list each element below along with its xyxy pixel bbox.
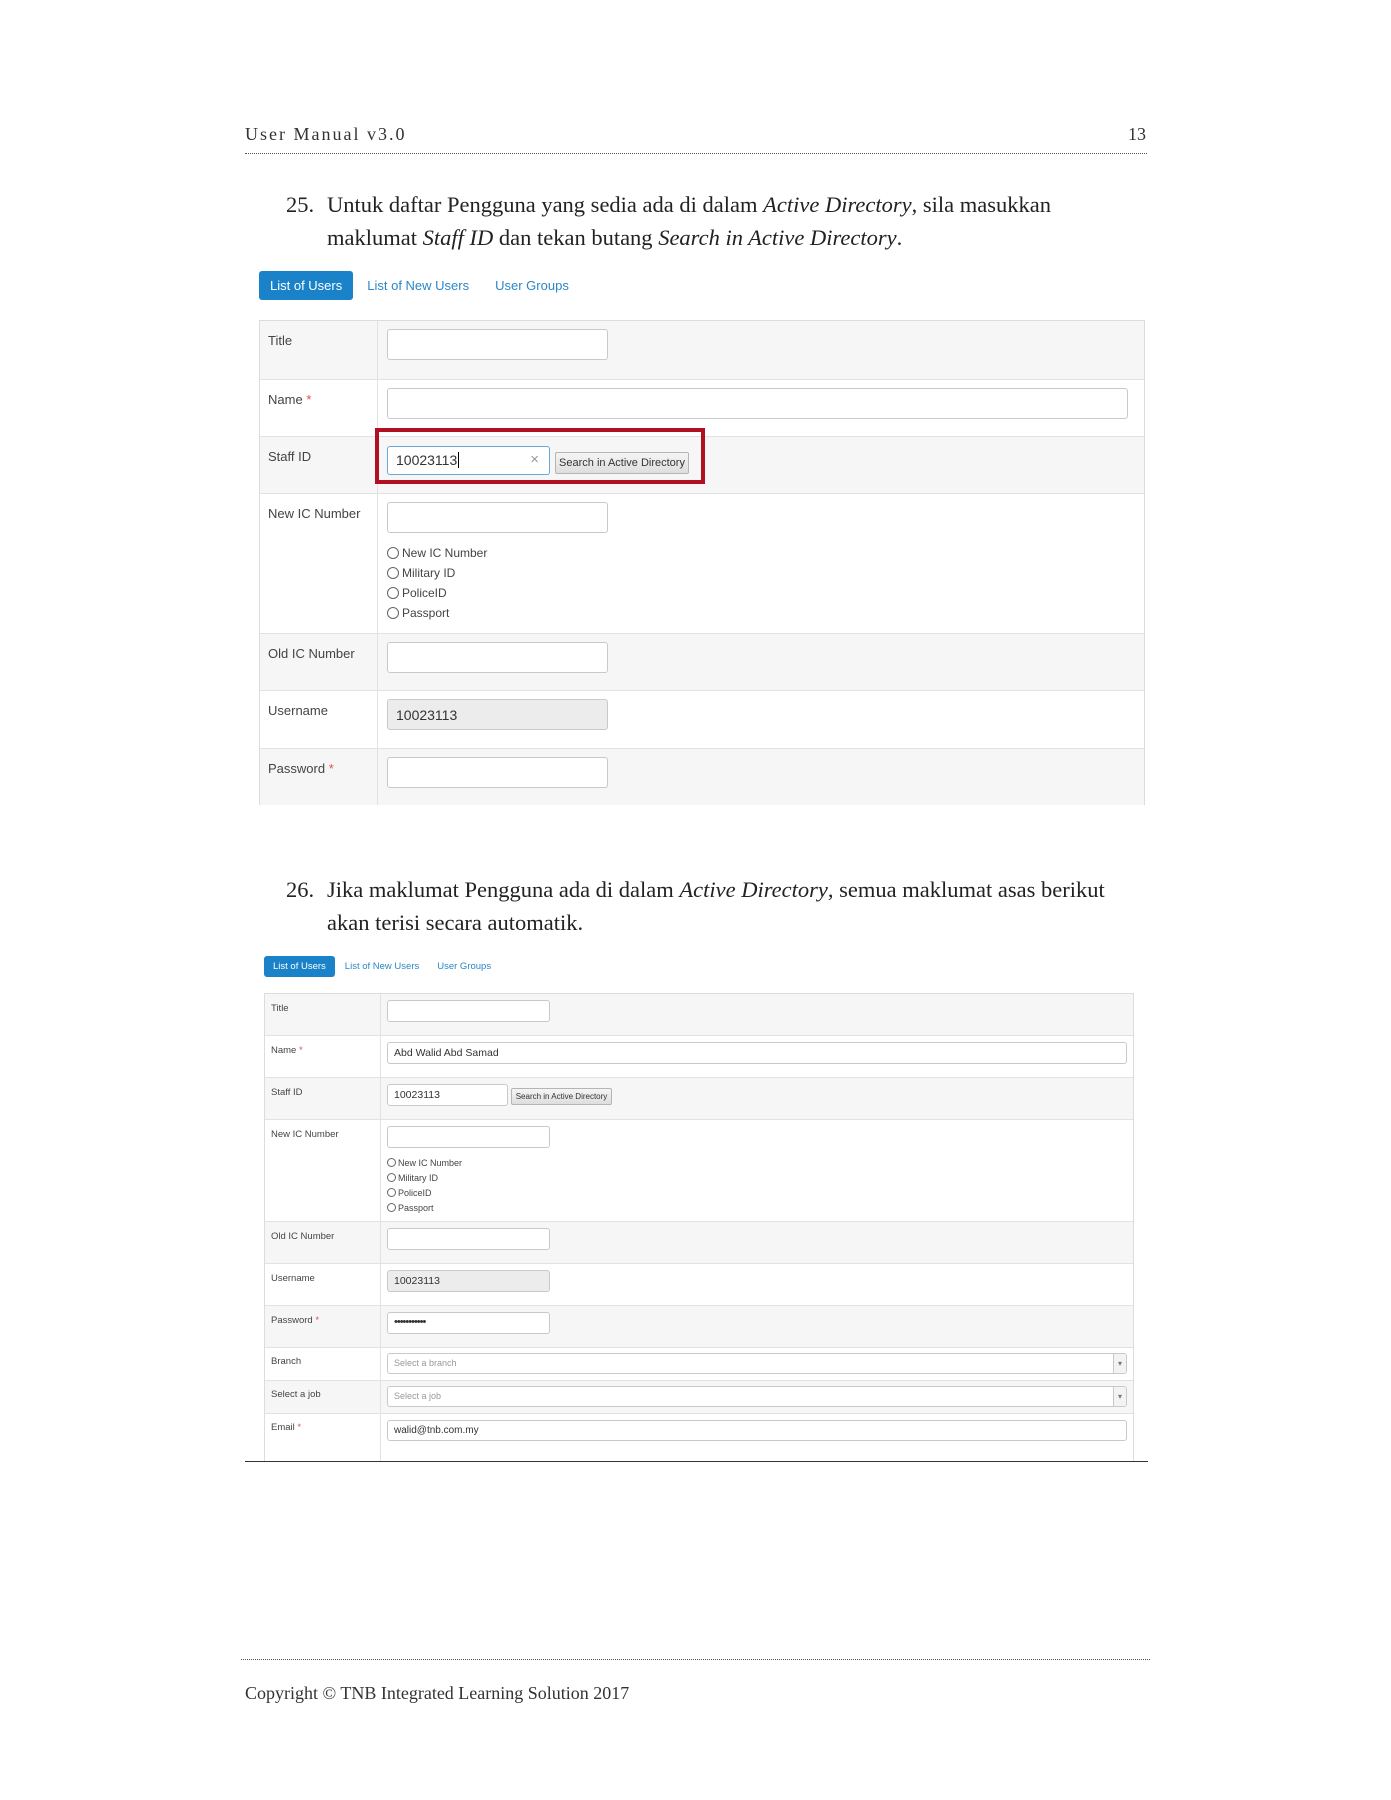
step-number: 26. <box>286 877 315 902</box>
value-password <box>381 1306 556 1347</box>
staff-id-input[interactable]: 10023113 × <box>387 446 550 475</box>
label-branch: Branch <box>265 1348 381 1380</box>
row-password <box>260 749 1144 805</box>
value-password <box>378 749 617 805</box>
name-input[interactable] <box>387 388 1128 419</box>
value-email <box>381 1414 1133 1462</box>
step-text <box>327 188 1051 254</box>
label-username: Username <box>265 1264 381 1305</box>
tab-list-of-users[interactable]: List of Users <box>259 271 353 300</box>
radio-passport[interactable]: Passport <box>387 1200 550 1215</box>
value-staff-id <box>381 1078 618 1119</box>
header-title: User Manual v3.0 <box>245 124 407 144</box>
branch-select[interactable]: Select a branch ▾ <box>387 1353 1127 1374</box>
clear-icon[interactable]: × <box>530 451 539 468</box>
step-line-2: maklumat Staff ID dan tekan butang Search in Active Directory. <box>327 225 903 250</box>
step-text <box>327 873 1105 939</box>
username-input[interactable]: 10023113 <box>387 1270 550 1292</box>
search-active-directory-button[interactable]: Search in Active Directory <box>555 452 689 474</box>
staff-id-input[interactable]: 10023113 <box>387 1084 508 1106</box>
row-job <box>265 1381 1133 1414</box>
row-new-ic <box>265 1120 1133 1222</box>
row-name <box>265 1036 1133 1078</box>
old-ic-input[interactable] <box>387 1228 550 1250</box>
row-staff-id <box>265 1078 1133 1120</box>
radio-military-id[interactable]: Military ID <box>387 1170 550 1185</box>
row-old-ic <box>265 1222 1133 1264</box>
row-new-ic <box>260 494 1144 634</box>
value-username <box>381 1264 556 1305</box>
name-input[interactable]: Abd Walid Abd Samad <box>387 1042 1127 1064</box>
radio-new-ic[interactable]: New IC Number <box>387 1155 550 1170</box>
label-job: Select a job <box>265 1381 381 1413</box>
value-username <box>378 691 617 748</box>
section-rule <box>245 1461 1148 1462</box>
header-rule <box>245 153 1147 154</box>
label-new-ic: New IC Number <box>265 1120 381 1221</box>
label-new-ic: New IC Number <box>260 494 378 633</box>
screenshot-2 <box>264 955 1134 1461</box>
title-input[interactable] <box>387 329 608 360</box>
footer-rule <box>241 1659 1150 1660</box>
label-name: Name * <box>265 1036 381 1077</box>
row-title <box>260 321 1144 380</box>
label-password: Password * <box>265 1306 381 1347</box>
new-ic-input[interactable] <box>387 502 608 533</box>
label-old-ic: Old IC Number <box>260 634 378 690</box>
email-input[interactable]: walid@tnb.com.my <box>387 1420 1127 1441</box>
password-input[interactable] <box>387 757 608 788</box>
chevron-down-icon[interactable]: ▾ <box>1113 1354 1126 1373</box>
tab-list-of-new-users[interactable]: List of New Users <box>367 277 470 293</box>
label-username: Username <box>260 691 378 748</box>
chevron-down-icon[interactable]: ▾ <box>1113 1387 1126 1406</box>
row-staff-id <box>260 437 1144 494</box>
label-old-ic: Old IC Number <box>265 1222 381 1263</box>
row-branch <box>265 1348 1133 1381</box>
radio-police-id[interactable]: PoliceID <box>387 583 608 603</box>
row-password <box>265 1306 1133 1348</box>
footer-copyright: Copyright © TNB Integrated Learning Solution 2017 <box>245 1683 630 1703</box>
screenshot-1 <box>259 270 1145 805</box>
old-ic-input[interactable] <box>387 642 608 673</box>
label-name: Name * <box>260 380 378 436</box>
value-job <box>381 1381 1133 1413</box>
password-input[interactable]: ••••••••••• <box>387 1312 550 1334</box>
value-old-ic <box>378 634 617 690</box>
label-title: Title <box>260 321 378 379</box>
row-email <box>265 1414 1133 1462</box>
new-ic-input[interactable] <box>387 1126 550 1148</box>
radio-new-ic[interactable]: New IC Number <box>387 543 608 563</box>
radio-military-id[interactable]: Military ID <box>387 563 608 583</box>
label-email: Email * <box>265 1414 381 1462</box>
value-new-ic <box>381 1120 556 1221</box>
title-input[interactable] <box>387 1000 550 1022</box>
username-input[interactable]: 10023113 <box>387 699 608 730</box>
page-number: 13 <box>1128 124 1146 144</box>
row-username <box>265 1264 1133 1306</box>
step-number: 25. <box>286 192 315 217</box>
value-old-ic <box>381 1222 556 1263</box>
tab-list-of-users[interactable]: List of Users <box>264 956 335 977</box>
row-username <box>260 691 1144 749</box>
job-select[interactable]: Select a job ▾ <box>387 1386 1127 1407</box>
value-title <box>381 994 556 1035</box>
value-branch <box>381 1348 1133 1380</box>
label-staff-id: Staff ID <box>265 1078 381 1119</box>
tab-bar <box>264 955 1134 977</box>
row-old-ic <box>260 634 1144 691</box>
step-26 <box>286 873 1166 943</box>
label-password: Password * <box>260 749 378 805</box>
tab-user-groups[interactable]: User Groups <box>437 960 492 972</box>
radio-police-id[interactable]: PoliceID <box>387 1185 550 1200</box>
step-line-2: akan terisi secara automatik. <box>327 910 584 935</box>
step-line-1: Jika maklumat Pengguna ada di dalam Active Directory, semua maklumat asas berikut <box>327 877 1105 902</box>
label-title: Title <box>265 994 381 1035</box>
step-25 <box>286 188 1146 258</box>
value-name <box>381 1036 1133 1077</box>
value-new-ic <box>378 494 617 633</box>
row-title <box>265 994 1133 1036</box>
step-line-1: Untuk daftar Pengguna yang sedia ada di dalam Active Directory, sila masukkan <box>327 192 1051 217</box>
user-form <box>264 993 1134 1461</box>
highlight-box <box>375 428 705 484</box>
value-title <box>378 321 617 379</box>
id-type-radio-group <box>387 543 608 623</box>
search-active-directory-button[interactable]: Search in Active Directory <box>511 1088 612 1105</box>
id-type-radio-group <box>387 1155 550 1215</box>
tab-bar <box>259 270 1145 300</box>
tab-list-of-new-users[interactable]: List of New Users <box>344 960 420 972</box>
radio-passport[interactable]: Passport <box>387 603 608 623</box>
tab-user-groups[interactable]: User Groups <box>495 277 569 293</box>
label-staff-id: Staff ID <box>260 437 378 493</box>
user-form <box>259 320 1145 805</box>
